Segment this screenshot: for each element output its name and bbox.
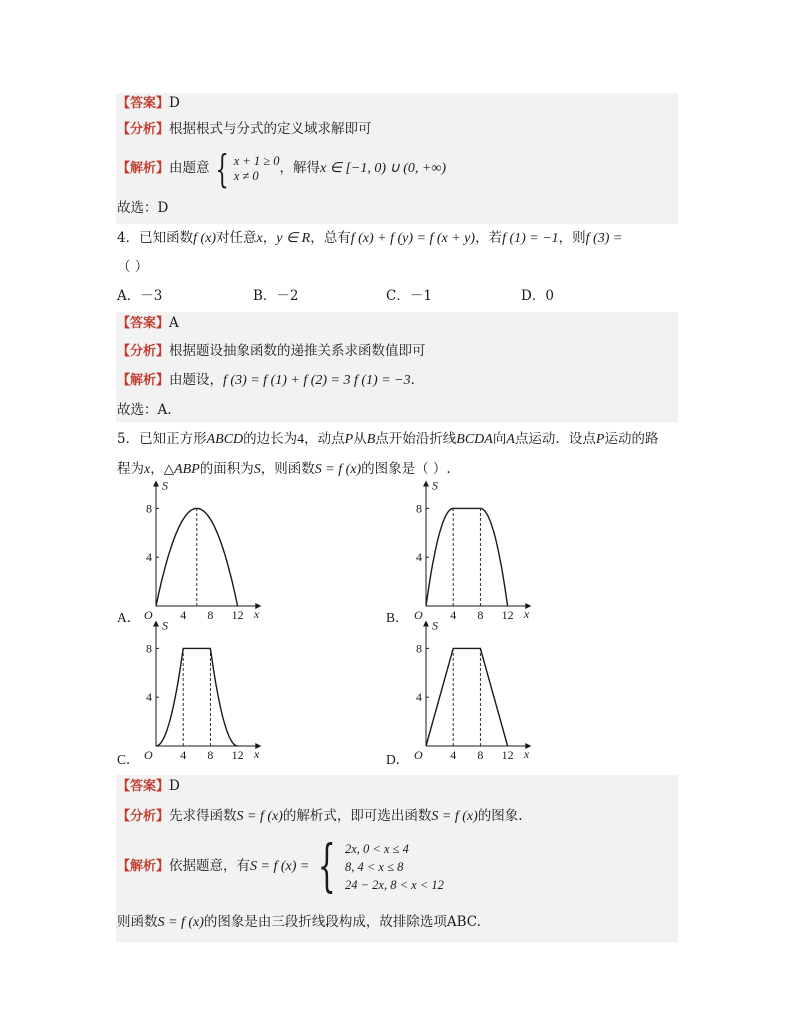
q4-stem-f: ，则: [558, 230, 586, 246]
solution-line-3: [117, 833, 444, 899]
x-axis-label: x: [523, 747, 530, 761]
x-axis-label: x: [253, 747, 260, 761]
q4-option-d[interactable]: D．0: [521, 288, 554, 304]
graph-curve: [156, 648, 238, 746]
q5-t3: ，动点: [304, 431, 345, 447]
q4-ask: f (3) =: [585, 231, 623, 246]
origin-label: O: [414, 748, 423, 762]
q5-abp: ABP: [174, 462, 200, 477]
x-tick-label-8: 8: [207, 608, 214, 622]
analysis-func: S = f (x): [236, 809, 283, 824]
graph-curve: [426, 508, 508, 606]
y-axis-arrow: [423, 620, 429, 626]
analysis-tag: 【分析】: [117, 122, 170, 137]
y-tick-label-4: 4: [416, 690, 422, 705]
left-brace: {: [318, 833, 337, 899]
y-axis-label: S: [432, 478, 438, 493]
x-tick-label-4: 4: [180, 748, 187, 762]
x-tick-label-4: 4: [450, 608, 457, 622]
x-tick-label-8: 8: [207, 748, 214, 762]
solution-result: x ∈ [−1, 0) ∪ (0, +∞): [320, 161, 447, 176]
graph-curve: [426, 648, 508, 746]
origin-label: O: [144, 748, 153, 762]
q4-y-in-r: y ∈ R: [276, 231, 311, 246]
answer-tag: 【答案】: [117, 779, 170, 794]
answer-value: D: [169, 778, 180, 794]
piece-3: 24 − 2x, 8 < x < 12: [344, 877, 444, 892]
q5-x: x: [144, 462, 151, 477]
solution-post: ．: [410, 372, 425, 388]
q4-option-b[interactable]: B．－2: [253, 288, 299, 304]
answer-line-2: [117, 313, 179, 334]
option-b-graph[interactable]: [398, 478, 548, 622]
q5-t10: ，△: [150, 461, 175, 477]
piece-1: 2x, 0 < x ≤ 4: [344, 841, 409, 856]
answer-tag: 【答案】: [117, 316, 170, 331]
q4-stem-b: 对任意: [216, 230, 257, 246]
q5-a: A: [506, 432, 515, 447]
piece-2: 8, 4 < x ≤ 8: [344, 859, 404, 874]
q4-x: x: [256, 231, 263, 246]
conclusion-line-2: 故选：A.: [117, 402, 172, 418]
q4-stem-line-1: [117, 228, 622, 249]
option-c-graph[interactable]: [128, 618, 278, 762]
q5-bcda: BCDA: [456, 432, 493, 447]
y-tick-label-8: 8: [416, 641, 422, 656]
analysis-text: 根据根式与分式的定义域求解即可: [169, 121, 372, 137]
y-axis-label: S: [162, 478, 168, 493]
y-axis-label: S: [432, 618, 438, 633]
answer-tag: 【答案】: [117, 96, 170, 111]
q4-stem-e: ，若: [475, 230, 503, 246]
solution-line-1: [117, 146, 447, 191]
q5-stem-line-1: [117, 429, 658, 450]
analysis-c: 的图象.: [477, 808, 523, 824]
q5-t13: 的图象是（ ）.: [361, 461, 451, 477]
option-a-label[interactable]: A．: [117, 610, 141, 625]
answer-value: A: [169, 315, 179, 331]
option-c-label[interactable]: C．: [117, 752, 140, 767]
y-tick-label-4: 4: [416, 550, 422, 565]
q4-fx: f (x): [193, 231, 217, 246]
x-tick-label-12: 12: [501, 748, 514, 762]
y-axis-arrow: [153, 620, 159, 626]
y-tick-label-8: 8: [146, 501, 152, 516]
solution-tag: 【解析】: [117, 373, 170, 388]
answer-value: D: [169, 95, 180, 111]
q4-stem-a: 4．已知函数: [117, 230, 194, 246]
q5-t4: 从: [353, 431, 367, 447]
solution-eq: f (3) = f (1) + f (2) = 3 f (1) = −3: [223, 373, 411, 388]
x-axis-label: x: [523, 607, 530, 621]
x-tick-label-12: 12: [231, 748, 244, 762]
x-tick-label-8: 8: [477, 748, 484, 762]
y-axis-arrow: [423, 480, 429, 486]
analysis-tag: 【分析】: [117, 344, 170, 359]
analysis-b: 的解析式，即可选出函数: [282, 808, 432, 824]
piece-rows: [345, 840, 444, 894]
solution-post: ，解得: [279, 160, 321, 176]
option-b-label[interactable]: B．: [386, 610, 409, 625]
q5-p2: P: [595, 432, 605, 447]
conclusion-line-1: 故选：D: [117, 200, 169, 216]
answer-block-2-bg: [116, 312, 678, 422]
system-row-2: x ≠ 0: [233, 168, 259, 183]
y-axis-label: S: [162, 618, 168, 633]
solution-func: S = f (x) =: [250, 859, 310, 874]
x-tick-label-4: 4: [180, 608, 187, 622]
x-axis-label: x: [253, 607, 260, 621]
q5-t6: 向: [492, 431, 507, 447]
analysis-line-2: [117, 341, 426, 362]
q5-t9: 程为: [117, 461, 144, 477]
q4-condition: f (1) = −1: [502, 231, 559, 246]
q5-t12: ，则函数: [260, 461, 315, 477]
inequality-system: [210, 146, 280, 191]
solution-tag: 【解析】: [117, 161, 170, 176]
analysis-text: 根据题设抽象函数的递推关系求函数值即可: [169, 343, 426, 359]
q4-option-c[interactable]: C．－1: [386, 288, 432, 304]
piecewise: [309, 833, 444, 899]
q5-t7: 点运动．设点: [514, 431, 596, 447]
system-row-1: x + 1 ≥ 0: [233, 153, 280, 168]
solution-tag: 【解析】: [117, 859, 170, 874]
q4-paren: （ ）: [117, 259, 149, 275]
conclusion-func: S = f (x): [157, 915, 204, 930]
x-tick-label-8: 8: [477, 608, 484, 622]
q5-abcd: ABCD: [206, 432, 244, 447]
q5-b: B: [366, 432, 376, 447]
q5-t8: 运动的路: [604, 431, 659, 447]
conclusion-b: 的图象是由三段折线段构成，故排除选项ABC.: [203, 914, 481, 930]
conclusion-a: 则函数: [117, 914, 158, 930]
q5-p: P: [344, 432, 354, 447]
q4-stem-d: ，总有: [310, 230, 351, 246]
y-axis-arrow: [153, 480, 159, 486]
q5-four: 4: [297, 432, 305, 447]
answer-line-1: [117, 93, 180, 114]
y-tick-label-8: 8: [146, 641, 152, 656]
x-tick-label-12: 12: [501, 608, 514, 622]
system-rows: [234, 154, 280, 184]
q5-t2: 的边长为: [243, 431, 298, 447]
x-tick-label-12: 12: [231, 608, 244, 622]
option-a-graph[interactable]: [128, 478, 278, 622]
q5-stem-line-2: [117, 459, 451, 480]
option-d-label[interactable]: D．: [386, 752, 410, 767]
solution-pre: 由题设，: [169, 372, 224, 388]
y-tick-label-4: 4: [146, 550, 152, 565]
y-tick-label-8: 8: [416, 501, 422, 516]
y-tick-label-4: 4: [146, 690, 152, 705]
analysis-func2: S = f (x): [431, 809, 478, 824]
solution-pre: 由题意: [169, 160, 210, 176]
analysis-line-3: [117, 806, 523, 827]
q5-t5: 点开始沿折线: [375, 431, 457, 447]
analysis-a: 先求得函数: [169, 808, 237, 824]
q4-stem-c: ，: [262, 230, 277, 246]
solution-line-2: [117, 370, 424, 391]
q4-equation: f (x) + f (y) = f (x + y): [350, 231, 476, 246]
q5-t1: 5．已知正方形: [117, 431, 207, 447]
origin-label: O: [414, 608, 423, 622]
origin-label: O: [144, 608, 153, 622]
x-tick-label-4: 4: [450, 748, 457, 762]
conclusion-line-3: [117, 912, 481, 933]
q5-func: S = f (x): [314, 462, 362, 477]
analysis-tag: 【分析】: [117, 809, 170, 824]
analysis-line-1: [117, 119, 372, 140]
answer-line-3: [117, 776, 180, 797]
left-brace: {: [214, 146, 229, 191]
q5-t11: 的面积为: [199, 461, 254, 477]
option-d-graph[interactable]: [398, 618, 548, 762]
solution-pre: 依据题意，有: [169, 858, 251, 874]
q4-option-a[interactable]: A．－3: [117, 288, 163, 304]
q5-s: S: [253, 462, 261, 477]
